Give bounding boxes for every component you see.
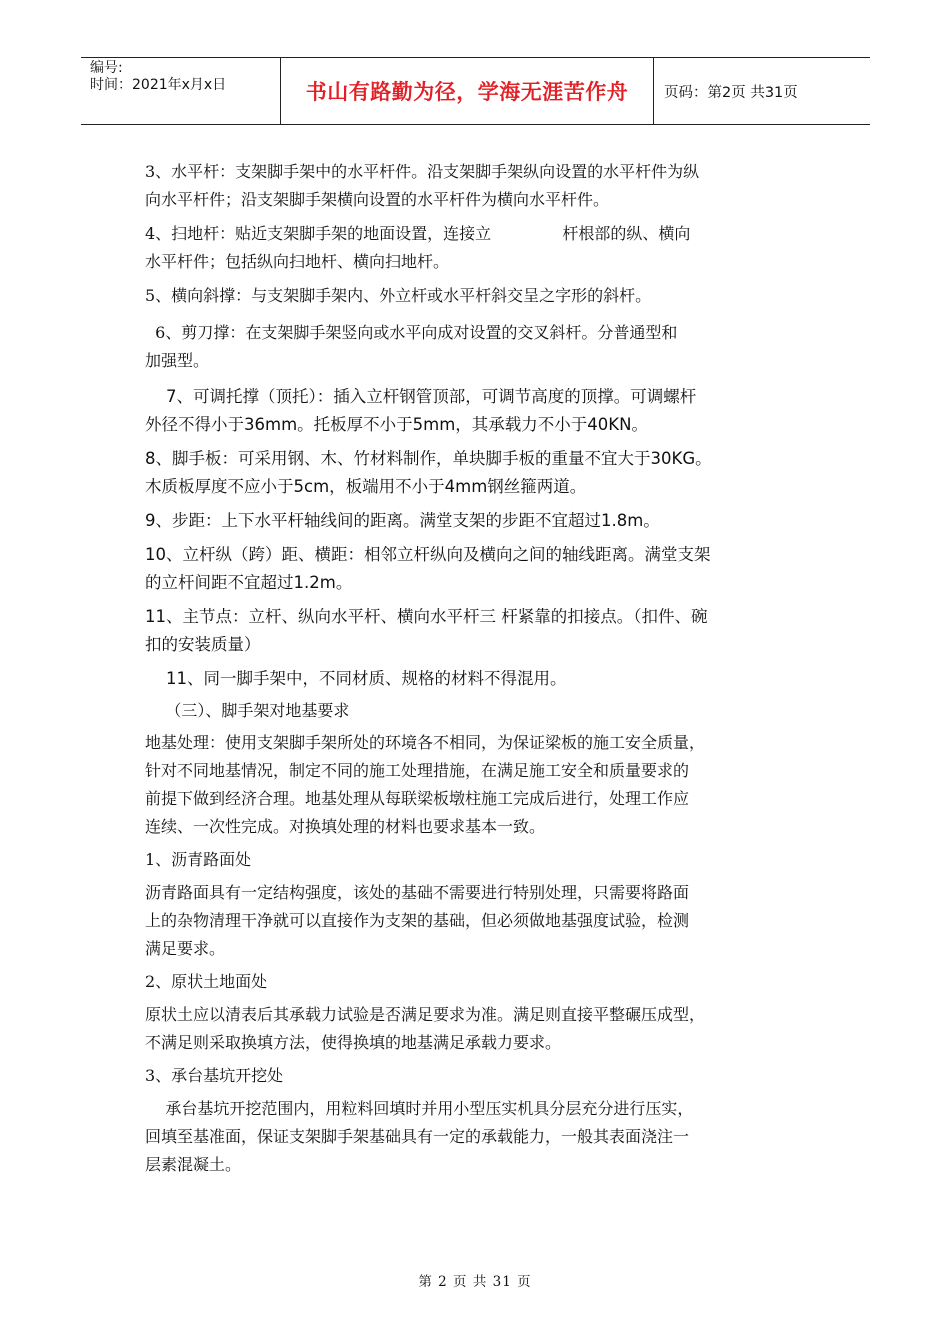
text-line: 前提下做到经济合理。地基处理从每联梁板墩柱施工完成后进行，处理工作应 (145, 789, 690, 808)
page-header (81, 57, 870, 125)
text-line: 11、主节点：立杆、纵向水平杆、横向水平杆三 杆紧靠的扣接点。（扣件、碗 (145, 607, 708, 626)
paragraph (145, 729, 810, 841)
paragraph (145, 319, 810, 375)
paragraph (145, 603, 810, 659)
document-number-label: 编号: (90, 60, 123, 76)
text-line: 地基处理：使用支架脚手架所处的环境各不相同，为保证梁板的施工安全质量， (145, 733, 706, 752)
paragraph (145, 1095, 810, 1179)
text-line: 向水平杆件；沿支架脚手架横向设置的水平杆件为横向水平杆件。 (145, 190, 610, 209)
text-line: 层素混凝土。 (145, 1155, 242, 1174)
page-footer: 第 2 页 共 31 页 (418, 1274, 532, 1290)
text-line: 针对不同地基情况，制定不同的施工处理措施，在满足施工安全和质量要求的 (145, 761, 690, 780)
text-line: 扣的安装质量） (145, 635, 261, 654)
text-line: 回填至基准面，保证支架脚手架基础具有一定的承载能力，一般其表面浇注一 (145, 1127, 690, 1146)
sub-heading (145, 846, 810, 874)
sub-heading (145, 968, 810, 996)
paragraph (145, 507, 810, 535)
text-line: 承台基坑开挖范围内，用粒料回填时并用小型压实机具分层充分进行压实， (145, 1099, 694, 1118)
text-line: 4、扫地杆：贴近支架脚手架的地面设置，连接立 杆根部的纵、横向 (145, 224, 691, 243)
header-motto: 书山有路勤为径，学海无涯苦作舟 (281, 58, 654, 124)
text-line: 上的杂物清理干净就可以直接作为支架的基础，但必须做地基强度试验，检测 (145, 911, 690, 930)
text-line: 9、步距：上下水平杆轴线间的距离。满堂支架的步距不宜超过1.8m。 (145, 511, 660, 530)
text-line: 水平杆件；包括纵向扫地杆、横向扫地杆。 (145, 252, 450, 271)
text-line: 8、脚手板：可采用钢、木、竹材料制作，单块脚手板的重量不宜大于30KG。 (145, 449, 712, 468)
text-line: 连续、一次性完成。对换填处理的材料也要求基本一致。 (145, 817, 546, 836)
text-line: 不满足则采取换填方法，使得换填的地基满足承载力要求。 (145, 1033, 562, 1052)
paragraph (145, 158, 810, 214)
paragraph (145, 665, 810, 693)
text-line: 3、水平杆：支架脚手架中的水平杆件。沿支架脚手架纵向设置的水平杆件为纵 (145, 162, 700, 181)
text-line: 10、立杆纵（跨）距、横距：相邻立杆纵向及横向之间的轴线距离。满堂支架 (145, 545, 711, 564)
text-line: 满足要求。 (145, 939, 226, 958)
text-line: 沥青路面具有一定结构强度，该处的基础不需要进行特别处理，只需要将路面 (145, 883, 690, 902)
paragraph (145, 541, 810, 597)
paragraph (145, 1001, 810, 1057)
text-line: 加强型。 (145, 351, 210, 370)
paragraph (145, 445, 810, 501)
paragraph (145, 879, 810, 963)
text-line: 3、承台基坑开挖处 (145, 1066, 284, 1085)
text-line: 外径不得小于36mm。托板厚不小于5mm，其承载力不小于40KN。 (145, 415, 648, 434)
header-page-info: 页码：第2页 共31页 (664, 84, 798, 101)
text-line: 5、横向斜撑：与支架脚手架内、外立杆或水平杆斜交呈之字形的斜杆。 (145, 286, 652, 305)
sub-heading (145, 1062, 810, 1090)
text-line: 2、原状土地面处 (145, 972, 268, 991)
paragraph (145, 282, 810, 310)
text-line: （三）、脚手架对地基要求 (145, 701, 350, 720)
document-time-label: 时间：2021年x月x日 (90, 77, 227, 93)
text-line: 的立杆间距不宜超过1.2m。 (145, 573, 353, 592)
paragraph (145, 383, 810, 439)
document-body (145, 158, 810, 1179)
text-line: 7、可调托撑（顶托）：插入立杆钢管顶部，可调节高度的顶撑。可调螺杆 (145, 387, 697, 406)
section-heading (145, 697, 810, 725)
text-line: 木质板厚度不应小于5cm，板端用不小于4mm钢丝箍两道。 (145, 477, 587, 496)
text-line: 11、同一脚手架中，不同材质、规格的材料不得混用。 (145, 669, 567, 688)
text-line: 1、沥青路面处 (145, 850, 252, 869)
paragraph (145, 220, 810, 276)
text-line: 6、剪刀撑：在支架脚手架竖向或水平向成对设置的交叉斜杆。分普通型和 (145, 323, 678, 342)
text-line: 原状土应以清表后其承载力试验是否满足要求为准。满足则直接平整碾压成型， (145, 1005, 706, 1024)
header-meta-cell (81, 58, 281, 124)
